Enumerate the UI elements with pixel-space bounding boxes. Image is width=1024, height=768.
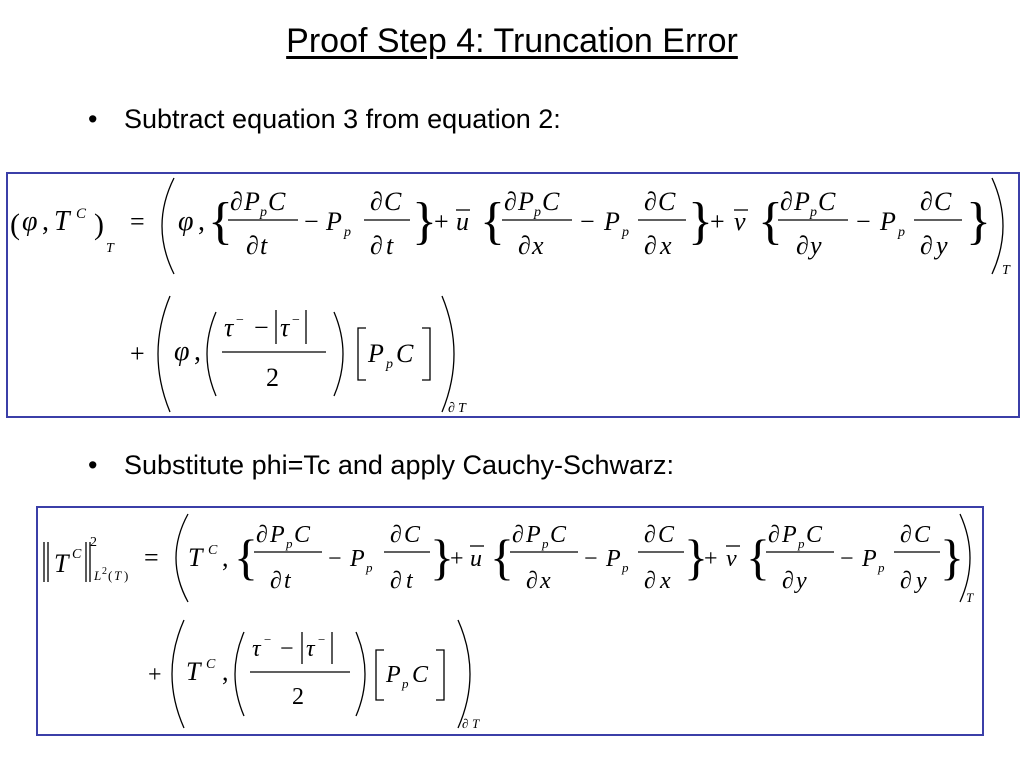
- svg-text:∂: ∂: [390, 522, 402, 548]
- svg-text:p: p: [810, 205, 817, 220]
- svg-text:}: }: [430, 529, 454, 585]
- svg-text:∂: ∂: [230, 187, 243, 216]
- svg-text:τ: τ: [224, 313, 234, 342]
- svg-text:T: T: [106, 241, 114, 256]
- svg-text:−: −: [856, 207, 871, 236]
- svg-text:∂: ∂: [270, 568, 282, 594]
- svg-text:y: y: [796, 568, 807, 594]
- svg-text:−: −: [840, 546, 854, 572]
- svg-text:C: C: [658, 187, 676, 216]
- svg-text:y: y: [936, 231, 948, 260]
- svg-text:T: T: [966, 590, 974, 605]
- svg-text:2: 2: [292, 684, 304, 710]
- svg-text:P: P: [862, 546, 877, 572]
- svg-text:+: +: [704, 546, 718, 572]
- svg-text:∂: ∂: [370, 187, 383, 216]
- bullet-2: [88, 450, 674, 481]
- svg-text:τ: τ: [306, 636, 315, 662]
- svg-text:−: −: [318, 632, 326, 647]
- svg-text:C: C: [294, 522, 311, 548]
- svg-text:C: C: [550, 522, 567, 548]
- svg-text:C: C: [206, 657, 216, 672]
- svg-text:T: T: [188, 543, 203, 572]
- svg-text:p: p: [286, 536, 293, 551]
- svg-text:,: ,: [42, 206, 49, 237]
- svg-text:p: p: [386, 357, 393, 372]
- svg-text:}: }: [688, 193, 713, 250]
- svg-text:∂: ∂: [526, 568, 538, 594]
- svg-text:=: =: [144, 543, 159, 572]
- svg-text:2: 2: [90, 535, 97, 550]
- svg-text:x: x: [660, 231, 672, 260]
- slide-title: Proof Step 4: Truncation Error: [286, 22, 738, 60]
- svg-text:2: 2: [102, 566, 107, 577]
- svg-text:T: T: [114, 568, 122, 583]
- svg-text:φ: φ: [174, 336, 190, 367]
- svg-text:p: p: [260, 205, 267, 220]
- svg-text:T: T: [54, 549, 69, 578]
- svg-text:∂: ∂: [644, 568, 656, 594]
- svg-text:,: ,: [222, 657, 229, 686]
- svg-text:{: {: [758, 193, 783, 250]
- svg-text:{: {: [480, 193, 505, 250]
- svg-text:∂: ∂: [448, 401, 455, 416]
- svg-text:t: t: [406, 568, 413, 594]
- svg-text:C: C: [542, 187, 560, 216]
- svg-text:,: ,: [222, 543, 229, 572]
- svg-text:T: T: [1002, 263, 1010, 278]
- svg-text:P: P: [326, 207, 342, 236]
- svg-text:(: (: [10, 208, 20, 241]
- svg-text:∂: ∂: [504, 187, 517, 216]
- svg-text:p: p: [622, 560, 629, 575]
- svg-text:v: v: [734, 207, 746, 236]
- svg-text:{: {: [234, 529, 258, 585]
- svg-text:P: P: [350, 546, 365, 572]
- svg-text:x: x: [540, 568, 551, 594]
- svg-text:C: C: [396, 339, 414, 368]
- svg-text:∂: ∂: [390, 568, 402, 594]
- svg-text:+: +: [130, 339, 145, 368]
- svg-text:L: L: [94, 568, 102, 583]
- svg-text:−: −: [264, 632, 272, 647]
- svg-text:∂: ∂: [920, 231, 933, 260]
- svg-text:2: 2: [266, 363, 279, 392]
- svg-text:}: }: [940, 529, 964, 585]
- svg-text:p: p: [534, 205, 541, 220]
- svg-text:φ: φ: [22, 206, 38, 237]
- svg-text:∂: ∂: [256, 522, 268, 548]
- svg-text:−: −: [328, 546, 342, 572]
- svg-text:u: u: [456, 207, 469, 236]
- svg-text:T: T: [186, 657, 201, 686]
- svg-text:P: P: [794, 187, 810, 216]
- svg-text:P: P: [270, 522, 285, 548]
- svg-text:∂: ∂: [900, 522, 912, 548]
- svg-text:P: P: [606, 546, 621, 572]
- svg-text:}: }: [966, 193, 991, 250]
- svg-text:u: u: [470, 546, 482, 572]
- svg-text:p: p: [798, 536, 805, 551]
- svg-text:+: +: [710, 207, 725, 236]
- bullet-glyph: •: [88, 104, 98, 134]
- svg-text:−: −: [254, 313, 269, 342]
- svg-text:P: P: [244, 187, 260, 216]
- svg-text:C: C: [208, 543, 218, 558]
- svg-text:C: C: [412, 662, 429, 688]
- svg-text:p: p: [344, 225, 351, 240]
- svg-text:τ: τ: [252, 636, 261, 662]
- svg-text:): ): [94, 208, 104, 241]
- svg-text:{: {: [746, 529, 770, 585]
- svg-text:−: −: [580, 207, 595, 236]
- svg-text:x: x: [660, 568, 671, 594]
- svg-text:∂: ∂: [780, 187, 793, 216]
- svg-text:+: +: [450, 546, 464, 572]
- svg-text:C: C: [934, 187, 952, 216]
- svg-text:+: +: [148, 662, 162, 688]
- svg-text:−: −: [280, 636, 294, 662]
- svg-text:∂: ∂: [512, 522, 524, 548]
- svg-text:,: ,: [198, 206, 205, 237]
- svg-text:T: T: [458, 401, 466, 416]
- svg-text:=: =: [130, 207, 145, 236]
- svg-text:P: P: [782, 522, 797, 548]
- svg-text:p: p: [622, 225, 629, 240]
- svg-text:}: }: [412, 193, 437, 250]
- svg-text:∂: ∂: [920, 187, 933, 216]
- svg-text:∂: ∂: [796, 231, 809, 260]
- svg-text:C: C: [658, 522, 675, 548]
- svg-text:p: p: [366, 560, 373, 575]
- svg-text:∂: ∂: [370, 231, 383, 260]
- svg-text:p: p: [878, 560, 885, 575]
- svg-text:−: −: [236, 313, 244, 328]
- svg-text:∂: ∂: [518, 231, 531, 260]
- svg-text:∂: ∂: [768, 522, 780, 548]
- equation-box-2: [36, 506, 984, 736]
- svg-text:+: +: [434, 207, 449, 236]
- svg-text:}: }: [684, 529, 708, 585]
- svg-text:C: C: [404, 522, 421, 548]
- svg-text:(: (: [108, 568, 113, 583]
- svg-text:C: C: [384, 187, 402, 216]
- svg-text:t: t: [386, 231, 394, 260]
- svg-text:T: T: [472, 716, 480, 731]
- svg-text:,: ,: [194, 336, 201, 367]
- svg-text:C: C: [72, 547, 82, 562]
- svg-text:): ): [124, 568, 129, 583]
- svg-text:P: P: [604, 207, 620, 236]
- svg-text:C: C: [268, 187, 286, 216]
- svg-text:C: C: [914, 522, 931, 548]
- svg-text:−: −: [304, 207, 319, 236]
- equation-1: [8, 174, 1018, 416]
- svg-text:φ: φ: [178, 206, 194, 237]
- svg-text:p: p: [402, 676, 409, 691]
- svg-text:C: C: [806, 522, 823, 548]
- svg-text:∂: ∂: [462, 716, 469, 731]
- svg-text:v: v: [726, 546, 737, 572]
- bullet-1: [88, 104, 561, 135]
- svg-text:∂: ∂: [246, 231, 259, 260]
- svg-text:p: p: [542, 536, 549, 551]
- svg-text:P: P: [526, 522, 541, 548]
- svg-text:t: t: [284, 568, 291, 594]
- svg-text:{: {: [208, 193, 233, 250]
- bullet-2-text: Substitute phi=Tc and apply Cauchy-Schwarz:: [124, 450, 675, 480]
- svg-text:p: p: [898, 225, 905, 240]
- bullet-glyph: •: [88, 450, 98, 480]
- svg-text:∂: ∂: [644, 187, 657, 216]
- svg-text:−: −: [584, 546, 598, 572]
- svg-text:τ: τ: [280, 313, 290, 342]
- svg-text:y: y: [810, 231, 822, 260]
- svg-text:−: −: [292, 313, 300, 328]
- svg-text:∂: ∂: [644, 522, 656, 548]
- svg-text:C: C: [818, 187, 836, 216]
- bullet-1-text: Subtract equation 3 from equation 2:: [124, 104, 561, 134]
- svg-text:x: x: [532, 231, 544, 260]
- svg-text:C: C: [76, 206, 87, 222]
- equation-box-1: [6, 172, 1020, 418]
- svg-text:∂: ∂: [644, 231, 657, 260]
- svg-text:P: P: [386, 662, 401, 688]
- svg-text:{: {: [490, 529, 514, 585]
- svg-text:∂: ∂: [900, 568, 912, 594]
- svg-text:P: P: [518, 187, 534, 216]
- svg-text:P: P: [368, 339, 384, 368]
- svg-text:t: t: [260, 231, 268, 260]
- svg-text:y: y: [916, 568, 927, 594]
- svg-text:P: P: [880, 207, 896, 236]
- svg-text:T: T: [54, 206, 70, 237]
- svg-text:∂: ∂: [782, 568, 794, 594]
- equation-2: [38, 508, 982, 734]
